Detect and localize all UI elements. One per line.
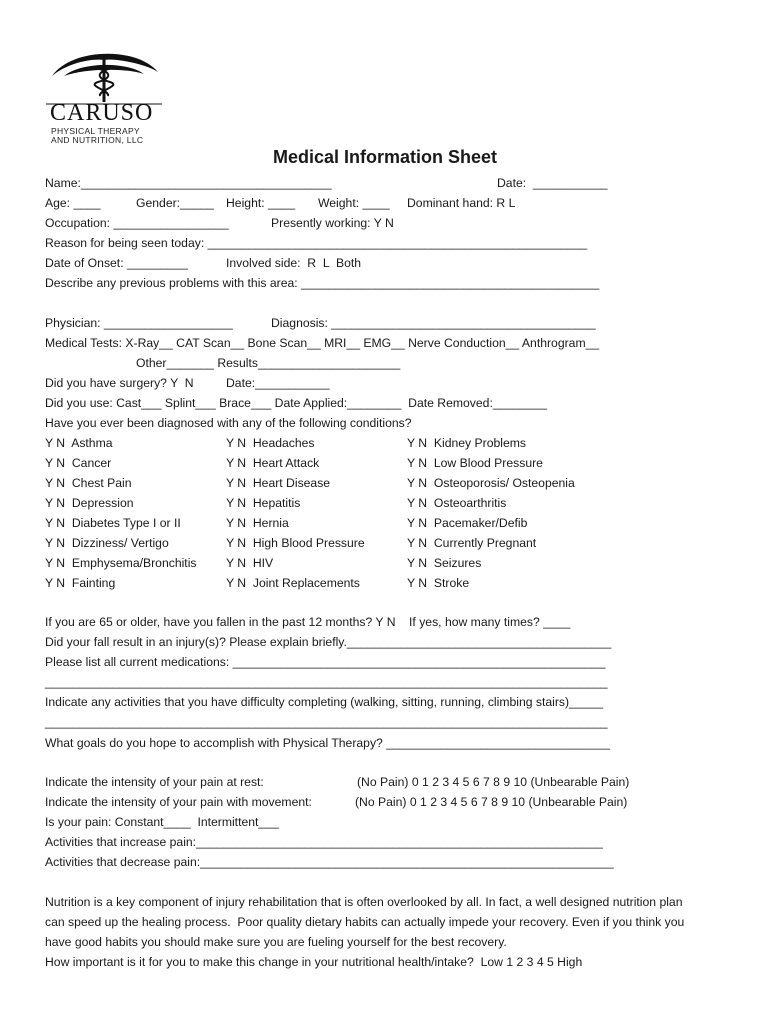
page-title: Medical Information Sheet [272, 147, 498, 167]
condition-item[interactable]: Y N Pacemaker/Defib [407, 516, 528, 530]
height-field[interactable]: Height: ____ [226, 196, 296, 210]
surgery-date-field[interactable]: Date:___________ [226, 376, 330, 390]
nutrition-paragraph-line-3: have good habits you should make sure you are fueling yourself for the best recovery. [45, 935, 507, 949]
condition-item[interactable]: Y N Heart Disease [226, 476, 331, 490]
condition-item[interactable]: Y N Cancer [45, 456, 112, 470]
condition-item[interactable]: Y N Fainting [45, 576, 116, 590]
condition-item[interactable]: Y N High Blood Pressure [226, 536, 365, 550]
brand-subtitle-2: AND NUTRITION, LLC [51, 135, 144, 145]
condition-item[interactable]: Y N Osteoporosis/ Osteopenia [407, 476, 575, 490]
condition-item[interactable]: Y N Joint Replacements [226, 576, 360, 590]
conditions-heading: Have you ever been diagnosed with any of the following conditions? [45, 416, 412, 430]
nutrition-paragraph-line-2: can speed up the healing process. Poor quality dietary habits can actually impede your recovery. Even if you think you [45, 915, 685, 929]
condition-item[interactable]: Y N Emphysema/Bronchitis [45, 556, 197, 570]
pain-type-field[interactable]: Is your pain: Constant____ Intermittent___ [45, 815, 279, 829]
condition-item[interactable]: Y N Currently Pregnant [407, 536, 537, 550]
medical-tests-field[interactable]: Medical Tests: X-Ray__ CAT Scan__ Bone Scan__ MRI__ EMG__ Nerve Conduction__ Anthrogram__ [45, 336, 600, 350]
condition-item[interactable]: Y N Dizziness/ Vertigo [45, 536, 169, 550]
medications-field[interactable]: Please list all current medications: _______________________________________________________ [45, 655, 606, 669]
gender-field[interactable]: Gender:_____ [136, 196, 214, 210]
pain-movement-scale[interactable]: (No Pain) 0 1 2 3 4 5 6 7 8 9 10 (Unbearable Pain) [355, 795, 628, 809]
fall-injury-field[interactable]: Did your fall result in an injury(s)? Please explain briefly._______________________________________ [45, 635, 612, 649]
pain-movement-label: Indicate the intensity of your pain with movement: [45, 795, 312, 809]
medications-line[interactable]: ___________________________________________________________________________________ [45, 675, 608, 689]
other-results-field[interactable]: Other_______ Results_____________________ [136, 356, 401, 370]
condition-item[interactable]: Y N Hernia [226, 516, 289, 530]
reason-field[interactable]: Reason for being seen today: ________________________________________________________ [45, 236, 588, 250]
presently-working-field[interactable]: Presently working: Y N [271, 216, 394, 230]
dominant-hand-field[interactable]: Dominant hand: R L [407, 196, 516, 210]
condition-item[interactable]: Y N Chest Pain [45, 476, 132, 490]
date-field[interactable]: Date: ___________ [497, 176, 608, 190]
weight-field[interactable]: Weight: ____ [318, 196, 390, 210]
nutrition-importance-field[interactable]: How important is it for you to make this change in your nutritional health/intake? Low 1 2 3 4 5 High [45, 955, 583, 969]
diagnosis-field[interactable]: Diagnosis: _______________________________________ [271, 316, 596, 330]
name-field[interactable]: Name:_____________________________________ [45, 176, 332, 190]
fall-history-field[interactable]: If you are 65 or older, have you fallen in the past 12 months? Y N If yes, how many times? ____ [45, 615, 571, 629]
condition-item[interactable]: Y N Asthma [45, 436, 113, 450]
condition-item[interactable]: Y N Diabetes Type I or II [45, 516, 181, 530]
condition-item[interactable]: Y N Kidney Problems [407, 436, 526, 450]
previous-problems-field[interactable]: Describe any previous problems with this area: ____________________________________________ [45, 276, 600, 290]
caduceus-emblem-icon [46, 46, 162, 106]
goals-field[interactable]: What goals do you hope to accomplish with Physical Therapy? _________________________________ [45, 736, 610, 750]
condition-item[interactable]: Y N HIV [226, 556, 274, 570]
physician-field[interactable]: Physician: ___________________ [45, 316, 233, 330]
activities-field[interactable]: Indicate any activities that you have difficulty completing (walking, sitting, running, climbing stairs)_____ [45, 695, 603, 709]
pain-rest-scale[interactable]: (No Pain) 0 1 2 3 4 5 6 7 8 9 10 (Unbearable Pain) [357, 775, 630, 789]
occupation-field[interactable]: Occupation: _________________ [45, 216, 229, 230]
condition-item[interactable]: Y N Headaches [226, 436, 315, 450]
age-field[interactable]: Age: ____ [45, 196, 101, 210]
condition-item[interactable]: Y N Stroke [407, 576, 470, 590]
condition-item[interactable]: Y N Osteoarthritis [407, 496, 507, 510]
increase-pain-field[interactable]: Activities that increase pain:____________________________________________________________ [45, 835, 603, 849]
condition-item[interactable]: Y N Depression [45, 496, 134, 510]
surgery-field[interactable]: Did you have surgery? Y N [45, 376, 194, 390]
involved-side-field[interactable]: Involved side: R L Both [226, 256, 362, 270]
condition-item[interactable]: Y N Hepatitis [226, 496, 301, 510]
onset-date-field[interactable]: Date of Onset: _________ [45, 256, 188, 270]
caruso-logo [46, 46, 162, 146]
pain-rest-label: Indicate the intensity of your pain at rest: [45, 775, 264, 789]
brand-subtitle-1: PHYSICAL THERAPY [51, 126, 140, 136]
nutrition-paragraph-line-1: Nutrition is a key component of injury rehabilitation that is often overlooked by all. In fact, a well designed nutrition plan [45, 895, 683, 909]
decrease-pain-field[interactable]: Activities that decrease pain:_____________________________________________________________ [45, 855, 614, 869]
activities-line[interactable]: ___________________________________________________________________________________ [45, 715, 608, 729]
device-use-field[interactable]: Did you use: Cast___ Splint___ Brace___ Date Applied:________ Date Removed:________ [45, 396, 548, 410]
condition-item[interactable]: Y N Low Blood Pressure [407, 456, 543, 470]
condition-item[interactable]: Y N Seizures [407, 556, 482, 570]
brand-name: CARUSO [50, 100, 154, 126]
condition-item[interactable]: Y N Heart Attack [226, 456, 320, 470]
